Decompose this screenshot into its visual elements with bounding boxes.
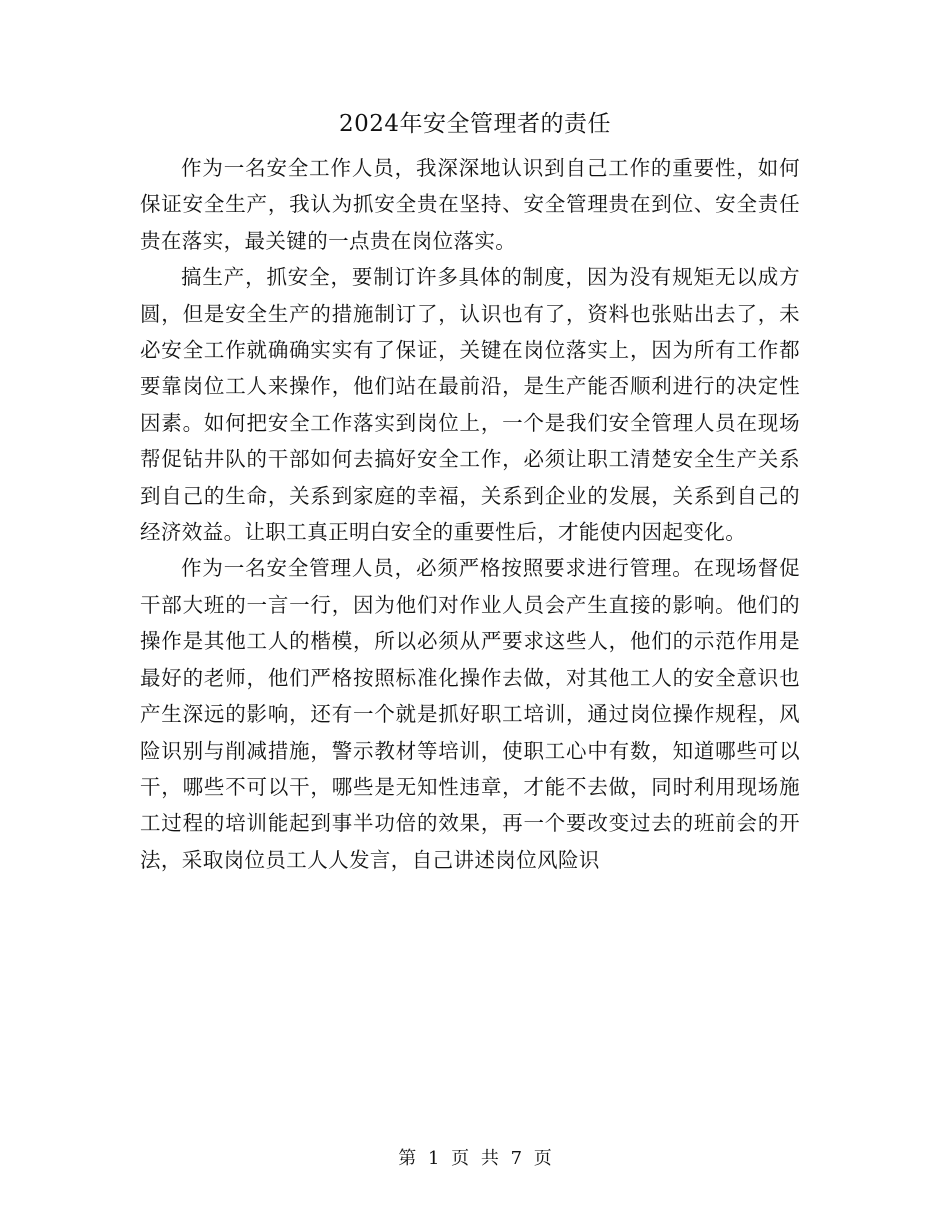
page-number-footer: 第 1 页 共 7 页: [398, 1148, 552, 1169]
paragraph-2: 搞生产，抓安全，要制订许多具体的制度，因为没有规矩无以成方圆，但是安全生产的措施制订了，认识也有了，资料也张贴出去了，未必安全工作就确确实实有了保证，关键在岗位落实上，因为所有工作都要靠岗位工人来操作，他们站在最前沿，是生产能否顺利进行的决定性因素。如何把安全工作落实到岗位上，一个是我们安全管理人员在现场帮促钻井队的干部如何去搞好安全工作，必须让职工清楚安全生产关系到自己的生命，关系到家庭的幸福，关系到企业的发展，关系到自己的经济效益。让职工真正明白安全的重要性后，才能使内因起变化。: [140, 265, 800, 545]
paragraph-1: 作为一名安全工作人员，我深深地认识到自己工作的重要性，如何保证安全生产，我认为抓安全贵在坚持、安全管理贵在到位、安全责任贵在落实，最关键的一点贵在岗位落实。: [140, 156, 800, 253]
document-title: 2024年安全管理者的责任: [338, 111, 612, 137]
document-body: [140, 150, 800, 878]
paragraph-3: 作为一名安全管理人员，必须严格按照要求进行管理。在现场督促干部大班的一言一行，因为他们对作业人员会产生直接的影响。他们的操作是其他工人的楷模，所以必须从严要求这些人，他们的示范作用是最好的老师，他们严格按照标准化操作去做，对其他工人的安全意识也产生深远的影响，还有一个就是抓好职工培训，通过岗位操作规程，风险识别与削减措施，警示教材等培训，使职工心中有数，知道哪些可以干，哪些不可以干，哪些是无知性违章，才能不去做，同时利用现场施工过程的培训能起到事半功倍的效果，再一个要改变过去的班前会的开法，采取岗位员工人人发言，自己讲述岗位风险识: [140, 556, 800, 872]
